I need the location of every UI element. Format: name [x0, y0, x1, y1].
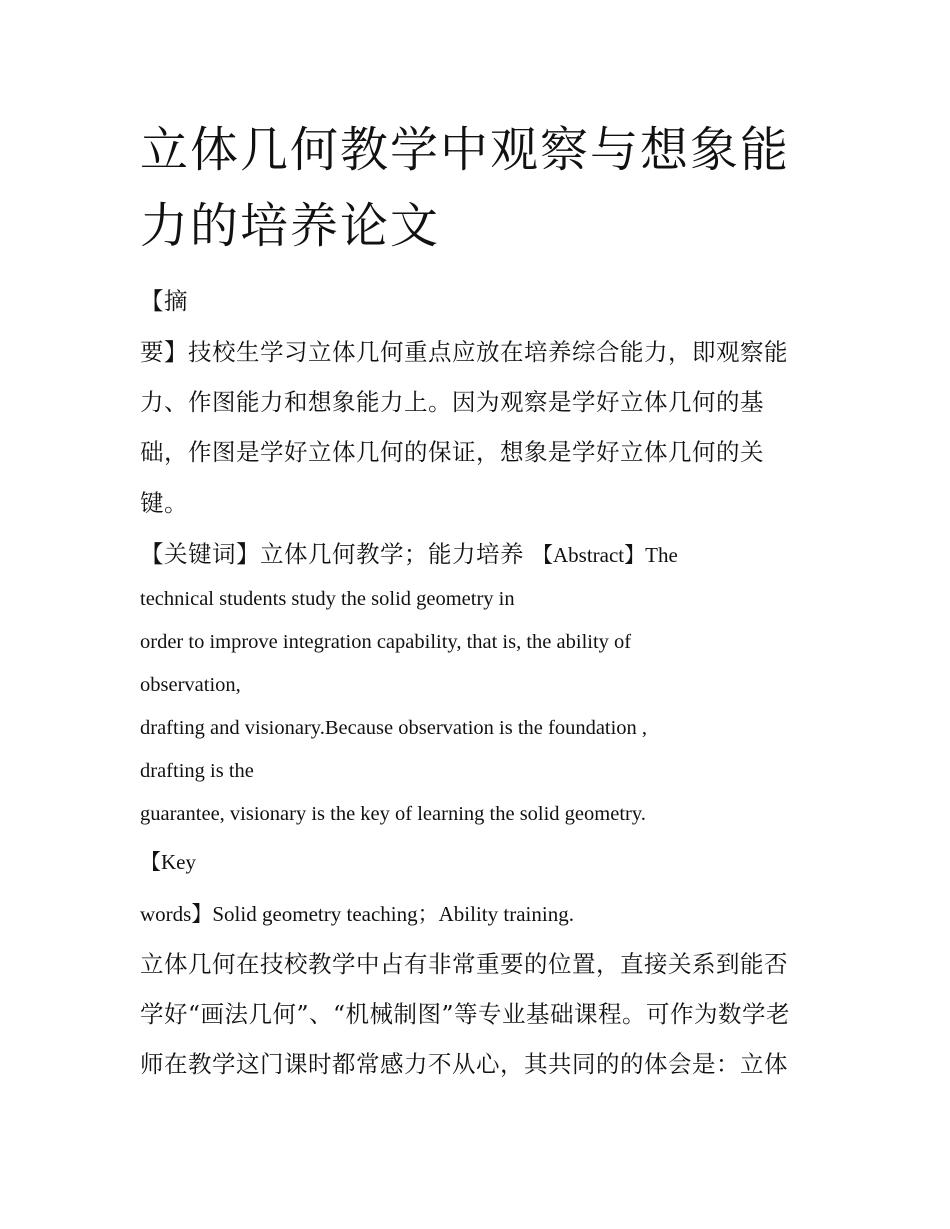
abstract-en-line: drafting and visionary.Because observation is the foundation , — [140, 717, 648, 739]
abstract-en-line: observation, — [140, 674, 241, 696]
abstract-cn-line: 要】技校生学习立体几何重点应放在培养综合能力，即观察能 — [140, 338, 788, 366]
keywords-cn-label: 【关键词】立体几何教学；能力培养 — [140, 540, 532, 568]
abstract-en-line: technical students study the solid geometry in — [140, 588, 515, 610]
abstract-cn-line: 础，作图是学好立体几何的保证，想象是学好立体几何的关 — [140, 438, 764, 466]
keywords-en-label — [140, 847, 196, 877]
abstract-en-label: 【Abstract】The — [531, 543, 678, 567]
keywords-en-text: Solid geometry teaching；Ability training. — [212, 902, 574, 926]
title-line-1: 立体几何教学中观察与想象能 — [140, 122, 791, 178]
keywords-en-line — [140, 899, 574, 929]
abstract-en-line: drafting is the — [140, 760, 254, 782]
body-paragraph-line: 师在教学这门课时都常感力不从心，其共同的的体会是：立体 — [140, 1050, 788, 1078]
abstract-en-line: order to improve integration capability, that is, the ability of — [140, 631, 632, 653]
body-paragraph-line: 学好“画法几何”、“机械制图”等专业基础课程。可作为数学老 — [140, 1000, 791, 1028]
keywords-en-prefix: words】 — [140, 902, 213, 926]
body-paragraph-line: 立体几何在技校教学中占有非常重要的位置，直接关系到能否 — [140, 950, 788, 978]
keywords-en-label-text: 【Key — [140, 850, 196, 874]
keywords-cn-line — [140, 539, 678, 570]
abstract-cn-label: 【摘 — [140, 287, 188, 315]
abstract-cn-line: 键。 — [140, 489, 188, 517]
abstract-cn-line: 力、作图能力和想象能力上。因为观察是学好立体几何的基 — [140, 388, 764, 416]
title-line-2: 力的培养论文 — [140, 198, 441, 254]
abstract-en-line: guarantee, visionary is the key of learning the solid geometry. — [140, 803, 646, 825]
document-title — [140, 112, 840, 264]
